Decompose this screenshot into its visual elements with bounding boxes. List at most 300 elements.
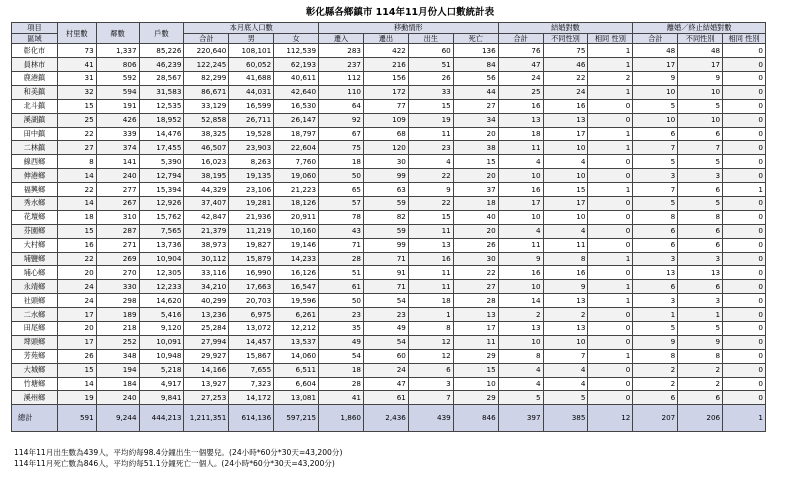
table-cell: 54	[363, 335, 408, 349]
table-cell: 108,101	[229, 44, 274, 58]
header-marriage-same: 相同 性別	[588, 33, 633, 44]
table-cell: 15	[57, 363, 96, 377]
table-cell: 14,172	[229, 391, 274, 405]
table-cell: 7	[408, 391, 453, 405]
table-cell: 15,394	[139, 183, 184, 197]
totals-cell: 1,211,351	[184, 405, 229, 432]
table-cell: 8	[408, 322, 453, 336]
table-row	[12, 266, 766, 280]
table-cell: 7	[678, 141, 723, 155]
table-cell: 51	[319, 266, 364, 280]
header-divorce-same: 相同 性別	[723, 33, 766, 44]
table-cell: 13	[543, 294, 588, 308]
table-cell: 43	[319, 224, 364, 238]
table-cell: 1	[588, 44, 633, 58]
population-table	[11, 22, 766, 432]
table-cell: 0	[588, 266, 633, 280]
table-cell: 63	[363, 183, 408, 197]
table-cell: 5	[543, 391, 588, 405]
table-cell: 22	[408, 169, 453, 183]
table-cell: 19,528	[229, 127, 274, 141]
table-cell: 91	[363, 266, 408, 280]
table-cell: 21,223	[274, 183, 319, 197]
table-cell: 237	[319, 58, 364, 72]
table-cell: 16,599	[229, 99, 274, 113]
table-cell: 5	[633, 196, 678, 210]
table-cell: 17,663	[229, 280, 274, 294]
table-cell: 31	[57, 71, 96, 85]
table-cell: 0	[723, 238, 766, 252]
table-cell: 0	[723, 155, 766, 169]
table-cell: 0	[723, 391, 766, 405]
table-cell: 8	[543, 252, 588, 266]
table-cell: 11	[543, 238, 588, 252]
header-movement-group: 移動情形	[319, 23, 499, 34]
table-cell: 37	[453, 183, 498, 197]
table-cell: 15,879	[229, 252, 274, 266]
table-cell: 6	[678, 127, 723, 141]
table-cell: 194	[96, 363, 139, 377]
table-cell: 77	[363, 99, 408, 113]
table-cell: 23,903	[229, 141, 274, 155]
table-cell: 86,671	[184, 85, 229, 99]
table-cell: 5	[678, 196, 723, 210]
table-cell: 2	[498, 308, 543, 322]
totals-cell: 397	[498, 405, 543, 432]
table-cell: 16,530	[274, 99, 319, 113]
table-cell: 75	[319, 141, 364, 155]
table-cell: 0	[588, 391, 633, 405]
table-cell: 9	[633, 71, 678, 85]
table-cell: 19,146	[274, 238, 319, 252]
table-cell: 16	[498, 266, 543, 280]
table-cell: 13,072	[229, 322, 274, 336]
table-cell: 10	[678, 113, 723, 127]
table-cell: 172	[363, 85, 408, 99]
table-cell: 15,867	[229, 349, 274, 363]
table-cell: 13,081	[274, 391, 319, 405]
totals-cell: 1	[723, 405, 766, 432]
table-cell: 17	[57, 335, 96, 349]
table-cell: 25	[498, 85, 543, 99]
table-cell: 0	[723, 349, 766, 363]
table-cell: 17	[57, 308, 96, 322]
table-cell: 3	[633, 252, 678, 266]
table-cell: 9	[633, 335, 678, 349]
table-cell: 21,379	[184, 224, 229, 238]
row-area-name: 溪州鄉	[12, 391, 58, 405]
table-cell: 14,620	[139, 294, 184, 308]
note-deaths: 114年11月死亡數為846人，平均約每51.1分鐘死亡一個人。(24小時*60分*30天=43,200分)	[14, 459, 335, 468]
table-cell: 12	[408, 335, 453, 349]
table-cell: 0	[723, 196, 766, 210]
table-cell: 11	[408, 224, 453, 238]
table-cell: 6	[633, 391, 678, 405]
totals-cell: 207	[633, 405, 678, 432]
table-cell: 298	[96, 294, 139, 308]
row-area-name: 二水鄉	[12, 308, 58, 322]
table-cell: 28	[319, 377, 364, 391]
table-cell: 1	[588, 183, 633, 197]
table-cell: 21,936	[229, 210, 274, 224]
row-area-name: 大村鄉	[12, 238, 58, 252]
table-cell: 10	[543, 210, 588, 224]
table-cell: 82	[363, 210, 408, 224]
table-cell: 189	[96, 308, 139, 322]
table-cell: 40	[453, 210, 498, 224]
table-cell: 38	[453, 141, 498, 155]
table-row	[12, 169, 766, 183]
table-cell: 2	[678, 363, 723, 377]
table-cell: 26	[453, 238, 498, 252]
row-area-name: 和美鎮	[12, 85, 58, 99]
table-cell: 10,948	[139, 349, 184, 363]
table-cell: 0	[588, 308, 633, 322]
table-cell: 12,794	[139, 169, 184, 183]
row-area-name: 線西鄉	[12, 155, 58, 169]
table-cell: 40,299	[184, 294, 229, 308]
table-cell: 15,762	[139, 210, 184, 224]
table-cell: 22	[57, 252, 96, 266]
table-cell: 1	[588, 127, 633, 141]
table-cell: 9,841	[139, 391, 184, 405]
table-cell: 270	[96, 266, 139, 280]
table-cell: 99	[363, 238, 408, 252]
table-cell: 19,060	[274, 169, 319, 183]
table-cell: 7,565	[139, 224, 184, 238]
table-cell: 12	[408, 349, 453, 363]
table-cell: 8	[57, 155, 96, 169]
table-cell: 60,052	[229, 58, 274, 72]
totals-cell: 444,213	[139, 405, 184, 432]
table-cell: 40,611	[274, 71, 319, 85]
table-cell: 34	[453, 113, 498, 127]
table-cell: 17	[543, 196, 588, 210]
table-row	[12, 363, 766, 377]
table-cell: 0	[723, 141, 766, 155]
table-cell: 38,195	[184, 169, 229, 183]
totals-cell: 206	[678, 405, 723, 432]
table-cell: 2	[633, 377, 678, 391]
table-cell: 15	[57, 224, 96, 238]
table-cell: 5	[633, 99, 678, 113]
table-cell: 10	[498, 335, 543, 349]
table-cell: 6	[633, 224, 678, 238]
table-cell: 61	[319, 280, 364, 294]
table-cell: 0	[723, 58, 766, 72]
table-cell: 25	[57, 113, 96, 127]
table-cell: 11	[408, 280, 453, 294]
table-cell: 18	[498, 127, 543, 141]
row-area-name: 永靖鄉	[12, 280, 58, 294]
table-cell: 5	[678, 99, 723, 113]
table-cell: 60	[408, 44, 453, 58]
table-cell: 18,126	[274, 196, 319, 210]
table-cell: 60	[363, 349, 408, 363]
table-cell: 4	[543, 155, 588, 169]
table-cell: 5	[678, 322, 723, 336]
table-row	[12, 141, 766, 155]
table-cell: 42,847	[184, 210, 229, 224]
table-cell: 18,952	[139, 113, 184, 127]
table-cell: 48	[678, 44, 723, 58]
row-area-name: 鹿港鎮	[12, 71, 58, 85]
table-cell: 13	[408, 238, 453, 252]
table-cell: 6	[633, 127, 678, 141]
table-cell: 35	[319, 322, 364, 336]
table-row	[12, 155, 766, 169]
table-cell: 5,416	[139, 308, 184, 322]
table-cell: 46,239	[139, 58, 184, 72]
table-cell: 17	[633, 58, 678, 72]
table-cell: 13	[543, 322, 588, 336]
table-cell: 0	[723, 99, 766, 113]
table-cell: 6	[678, 224, 723, 238]
table-cell: 59	[363, 224, 408, 238]
table-cell: 14,457	[229, 335, 274, 349]
table-cell: 10,904	[139, 252, 184, 266]
table-cell: 6	[678, 238, 723, 252]
table-cell: 2	[633, 363, 678, 377]
table-cell: 218	[96, 322, 139, 336]
table-cell: 0	[723, 377, 766, 391]
table-cell: 24	[57, 294, 96, 308]
row-area-name: 埤頭鄉	[12, 335, 58, 349]
table-cell: 6,511	[274, 363, 319, 377]
table-cell: 19,827	[229, 238, 274, 252]
table-cell: 110	[319, 85, 364, 99]
table-cell: 22	[57, 183, 96, 197]
table-cell: 592	[96, 71, 139, 85]
table-cell: 22	[57, 127, 96, 141]
table-cell: 44	[453, 85, 498, 99]
note-births: 114年11月出生數為439人，平均約每98.4分鐘出生一個嬰兒。(24小時*60分*30天=43,200分)	[14, 448, 343, 457]
table-cell: 1	[633, 308, 678, 322]
table-cell: 5	[633, 155, 678, 169]
table-cell: 0	[588, 238, 633, 252]
table-cell: 3	[678, 294, 723, 308]
table-cell: 11	[498, 141, 543, 155]
table-cell: 15	[453, 363, 498, 377]
table-cell: 49	[319, 335, 364, 349]
table-cell: 8	[633, 210, 678, 224]
table-cell: 0	[588, 322, 633, 336]
table-cell: 17	[543, 127, 588, 141]
totals-cell: 9,244	[96, 405, 139, 432]
table-cell: 27,253	[184, 391, 229, 405]
row-area-name: 芳苑鄉	[12, 349, 58, 363]
table-cell: 374	[96, 141, 139, 155]
totals-cell: 846	[453, 405, 498, 432]
table-cell: 13	[453, 308, 498, 322]
table-cell: 13	[543, 113, 588, 127]
table-cell: 6	[678, 280, 723, 294]
table-cell: 0	[723, 308, 766, 322]
table-cell: 112,539	[274, 44, 319, 58]
header-move-in: 遷入	[319, 33, 364, 44]
table-cell: 7	[543, 349, 588, 363]
table-cell: 7,760	[274, 155, 319, 169]
table-cell: 57	[319, 196, 364, 210]
table-cell: 18	[319, 363, 364, 377]
row-area-name: 埔鹽鄉	[12, 252, 58, 266]
table-cell: 38,325	[184, 127, 229, 141]
table-cell: 9	[408, 183, 453, 197]
table-cell: 29	[453, 391, 498, 405]
table-cell: 10	[498, 210, 543, 224]
table-cell: 51	[408, 58, 453, 72]
table-cell: 10,160	[274, 224, 319, 238]
table-cell: 49	[363, 322, 408, 336]
totals-cell: 12	[588, 405, 633, 432]
totals-cell: 614,136	[229, 405, 274, 432]
table-cell: 10	[498, 169, 543, 183]
table-cell: 4	[498, 224, 543, 238]
table-cell: 25,284	[184, 322, 229, 336]
table-cell: 4	[543, 377, 588, 391]
table-cell: 85,226	[139, 44, 184, 58]
table-cell: 20	[453, 169, 498, 183]
table-cell: 18,797	[274, 127, 319, 141]
table-cell: 10	[678, 85, 723, 99]
header-deaths: 死亡	[453, 33, 498, 44]
table-row	[12, 280, 766, 294]
table-cell: 29	[453, 349, 498, 363]
table-cell: 10	[633, 113, 678, 127]
table-cell: 14	[57, 169, 96, 183]
table-cell: 7	[633, 141, 678, 155]
table-cell: 0	[588, 335, 633, 349]
table-cell: 2	[678, 377, 723, 391]
table-cell: 348	[96, 349, 139, 363]
table-cell: 59	[363, 196, 408, 210]
table-cell: 3	[633, 294, 678, 308]
table-cell: 23	[408, 141, 453, 155]
table-cell: 28,567	[139, 71, 184, 85]
table-cell: 0	[723, 127, 766, 141]
table-cell: 31,583	[139, 85, 184, 99]
table-cell: 46,507	[184, 141, 229, 155]
table-cell: 52,858	[184, 113, 229, 127]
table-cell: 0	[723, 252, 766, 266]
table-cell: 19,281	[229, 196, 274, 210]
table-cell: 7	[633, 183, 678, 197]
table-cell: 27	[453, 99, 498, 113]
table-cell: 37,407	[184, 196, 229, 210]
table-cell: 11	[453, 335, 498, 349]
table-cell: 3	[678, 169, 723, 183]
table-cell: 0	[723, 71, 766, 85]
table-cell: 20,703	[229, 294, 274, 308]
table-cell: 17,455	[139, 141, 184, 155]
table-cell: 68	[363, 127, 408, 141]
row-area-name: 員林市	[12, 58, 58, 72]
table-cell: 9	[678, 335, 723, 349]
header-divorce-group: 離婚／終止結婚對數	[633, 23, 766, 34]
table-cell: 50	[319, 294, 364, 308]
table-cell: 10	[543, 169, 588, 183]
table-cell: 19,596	[274, 294, 319, 308]
table-cell: 17	[453, 322, 498, 336]
table-cell: 8	[633, 349, 678, 363]
table-row	[12, 58, 766, 72]
table-cell: 14	[57, 196, 96, 210]
row-area-name: 彰化市	[12, 44, 58, 58]
table-cell: 13,736	[139, 238, 184, 252]
table-cell: 84	[453, 58, 498, 72]
table-cell: 5	[633, 322, 678, 336]
table-row	[12, 85, 766, 99]
table-cell: 112	[319, 71, 364, 85]
table-cell: 11	[408, 266, 453, 280]
table-cell: 422	[363, 44, 408, 58]
table-cell: 6	[678, 391, 723, 405]
table-cell: 20,911	[274, 210, 319, 224]
table-cell: 14,233	[274, 252, 319, 266]
row-area-name: 溪湖鎮	[12, 113, 58, 127]
table-cell: 10	[633, 85, 678, 99]
table-cell: 11	[498, 238, 543, 252]
table-row	[12, 294, 766, 308]
header-births: 出生	[408, 33, 453, 44]
table-cell: 0	[588, 377, 633, 391]
header-households: 戶數	[139, 23, 184, 44]
table-row	[12, 44, 766, 58]
table-cell: 75	[543, 44, 588, 58]
table-cell: 0	[723, 363, 766, 377]
header-move-out: 遷出	[363, 33, 408, 44]
header-neighborhoods: 鄰數	[96, 23, 139, 44]
table-cell: 1	[678, 308, 723, 322]
table-cell: 33,129	[184, 99, 229, 113]
table-cell: 15	[408, 99, 453, 113]
table-cell: 12,212	[274, 322, 319, 336]
table-cell: 0	[723, 322, 766, 336]
table-row	[12, 183, 766, 197]
table-cell: 0	[588, 224, 633, 238]
table-cell: 41,688	[229, 71, 274, 85]
table-cell: 44,031	[229, 85, 274, 99]
table-cell: 4	[543, 363, 588, 377]
table-cell: 18	[57, 210, 96, 224]
table-cell: 0	[588, 196, 633, 210]
table-cell: 24	[543, 85, 588, 99]
table-cell: 22	[543, 71, 588, 85]
header-marriage-total: 合計	[498, 33, 543, 44]
table-cell: 24	[498, 71, 543, 85]
header-divorce-opposite: 不同性別	[678, 33, 723, 44]
table-cell: 14	[498, 294, 543, 308]
table-cell: 1	[588, 85, 633, 99]
table-cell: 8	[498, 349, 543, 363]
table-cell: 4,917	[139, 377, 184, 391]
table-cell: 19	[408, 113, 453, 127]
table-cell: 14	[57, 377, 96, 391]
table-row	[12, 71, 766, 85]
table-cell: 330	[96, 280, 139, 294]
table-cell: 11,219	[229, 224, 274, 238]
table-cell: 6,261	[274, 308, 319, 322]
table-cell: 10,091	[139, 335, 184, 349]
table-cell: 6,604	[274, 377, 319, 391]
header-population-group: 本月底人口數	[184, 23, 319, 34]
table-cell: 38,973	[184, 238, 229, 252]
table-cell: 339	[96, 127, 139, 141]
table-cell: 5	[678, 155, 723, 169]
table-cell: 0	[588, 210, 633, 224]
table-cell: 8	[678, 349, 723, 363]
table-cell: 10	[453, 377, 498, 391]
